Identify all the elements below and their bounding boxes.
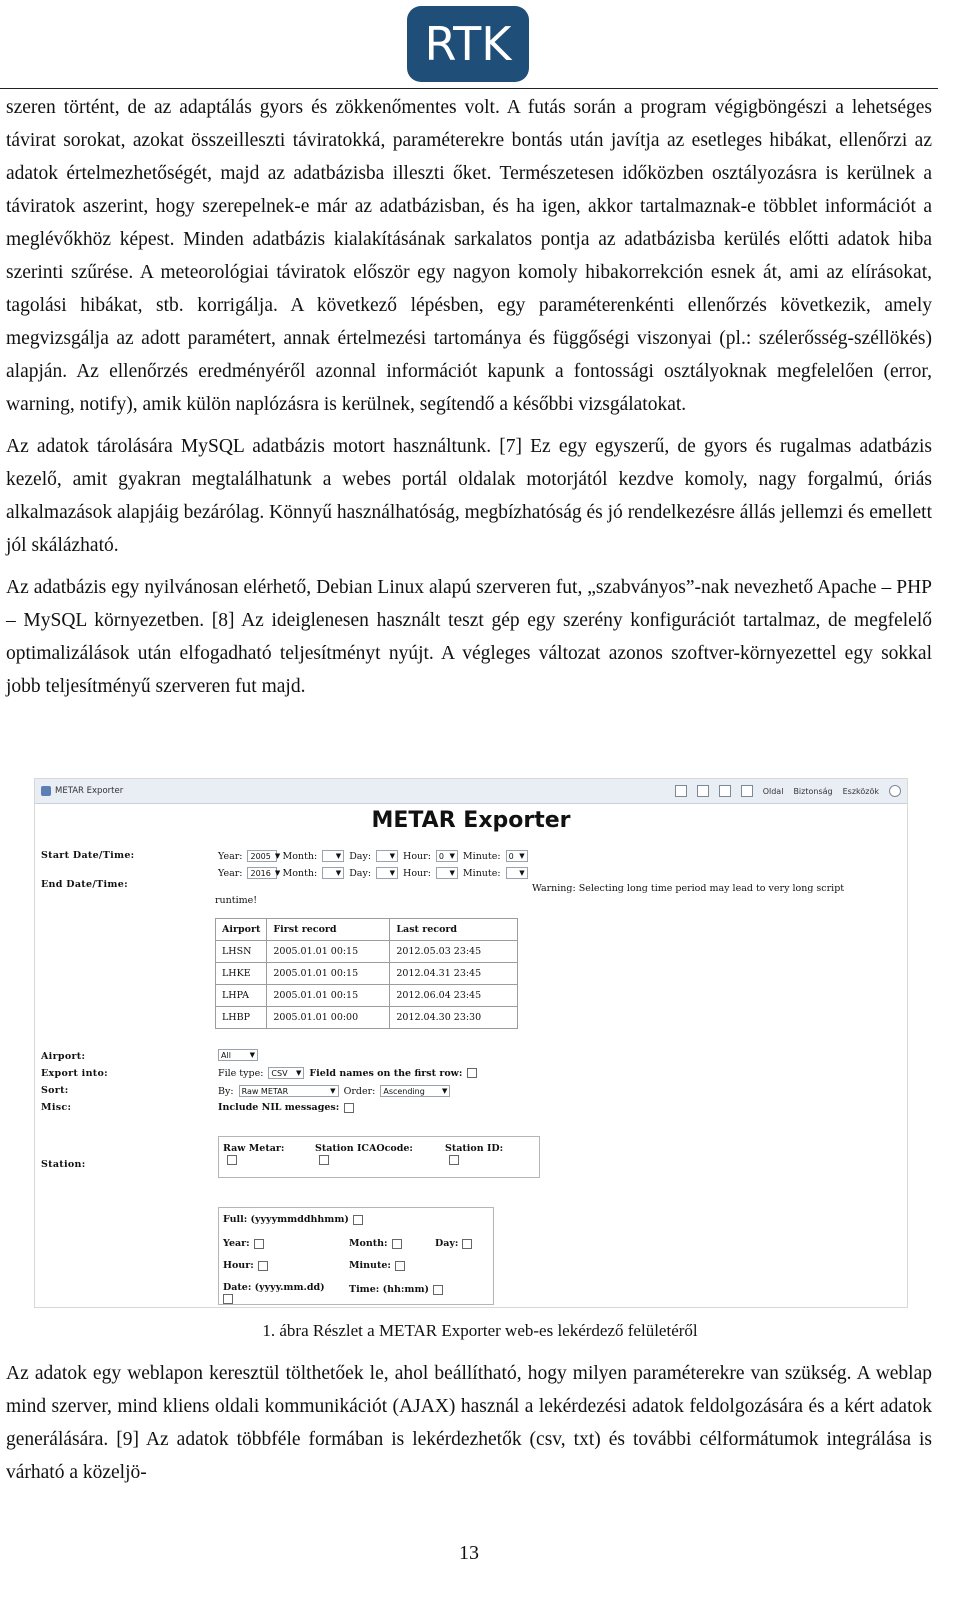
select-value: 2016 [250,868,271,878]
sort-label: Sort: [41,1085,69,1096]
time-field [349,1238,402,1249]
page-number: 13 [459,1542,479,1564]
icao-checkbox[interactable] [319,1155,329,1165]
figure-screenshot [34,778,908,1308]
field-names-label: Field names on the first row: [309,1067,463,1079]
chevron-down-icon: ▼ [389,852,396,860]
minute-label: Minute: [462,867,501,879]
paragraph: szeren történt, de az adaptálás gyors és zökkenőmentes volt. A futás során a program végigböngészi a lehetséges távirat sorokat, azokat összeilleszti táviratokká, paraméterekre bontás után javítja az esetleges hibákat, ellenőrzi az adatok értelmezhetőségét, majd az adatbázisba illeszti őket. Természetesen időközben osztályozásra is kerülnek a táviratok aszerint, hogy szerepelnek-e már az adatbázisban, és ha igen, akkor tartalmaznak-e többlet információt a meglévőkhöz képest. Minden adatbázis kialakításának sarkalatos pontja az adatbázisba kerülés előtti adatok hiba szerinti szűrése. A meteorológiai táviratok először egy nagyon komoly hibakorrekción esnek át, ami az elírásokat, tagolási hibákat, stb. korrigálja. A következő lépésben, egy paraméterenkénti ellenőrzés következik, amely megvizsgálja az adott paramétert, annak értelmezési tartománya és függőségi viszonyai (pl.: szélerősség-széllökés) alapján. Az ellenőrzés eredményéről azonnal információt kapunk a fontossági osztályoknak megfelelően (error, warning, notify), amik külön naplózásra is kerülnek, segítendő a későbbi vizsgálatokat. [6,97,932,415]
station-field-label: Station ICAOcode: [315,1143,413,1154]
end-hour-select[interactable] [436,867,458,879]
chevron-down-icon: ▼ [519,852,525,860]
chevron-down-icon: ▼ [274,869,281,877]
time-field [223,1260,268,1271]
chevron-down-icon: ▼ [296,1069,302,1077]
station-field-label: Station ID: [445,1143,504,1154]
start-year-select[interactable] [247,850,281,862]
body-text-bottom [6,1357,932,1498]
menu-page[interactable]: Oldal [762,786,784,796]
start-date-row [218,850,528,862]
table-cell: 2012.04.30 23:30 [390,1007,518,1029]
table-cell: 2012.04.31 23:45 [390,963,518,985]
time-field-label: Year: [223,1238,250,1249]
help-icon[interactable] [889,785,901,797]
body-text-top [6,91,932,712]
station-id-checkbox[interactable] [449,1155,459,1165]
end-day-select[interactable] [376,867,398,879]
browser-bar [35,779,907,804]
time-field-label: Hour: [223,1260,254,1271]
start-day-select[interactable] [376,850,398,862]
airport-row [218,1049,258,1061]
menu-tools[interactable]: Eszközök [842,786,879,796]
select-value: Ascending [383,1086,425,1096]
time-field-label: Day: [435,1238,459,1249]
chevron-down-icon: ▼ [335,852,342,860]
col-header: Last record [390,919,518,941]
select-value: 0 [438,851,445,861]
time-field [223,1238,264,1249]
nil-checkbox[interactable] [344,1103,354,1113]
chevron-down-icon: ▼ [449,852,455,860]
order-label: Order: [343,1085,376,1097]
year-label: Year: [218,867,243,879]
col-header: Airport [216,919,267,941]
select-value: All [221,1050,231,1060]
station-fields-box [218,1136,540,1178]
paragraph: Az adatok tárolására MySQL adatbázis motort használtunk. [7] Ez egy egyszerű, de gyors és rugalmas adatbázis kezelő, amit gyakran megtalálhatunk a webes portál oldalak motorjától kezdve komoly, nagy forgalmú, óriás alkalmazások alapjáig bezárólag. Könnyű használhatóság, megbízhatóság és jó rendelkezésre állás jellemzi és emellett jól skálázható. [6,436,932,556]
end-datetime-label: End Date/Time: [41,879,128,890]
chevron-down-icon: ▼ [519,869,525,877]
chevron-down-icon: ▼ [441,1087,448,1095]
year-checkbox[interactable] [254,1239,264,1249]
rtk-logo [407,6,529,82]
table-cell: LHSN [216,941,267,963]
order-select[interactable] [380,1085,450,1097]
nil-label: Include NIL messages: [218,1102,340,1113]
warning-text: Warning: Selecting long time period may lead to very long script [532,883,845,894]
time-field [435,1238,472,1249]
time-field-label: Date: (yyyy.mm.dd) [223,1282,325,1293]
table-cell: LHKE [216,963,267,985]
chevron-down-icon: ▼ [335,869,342,877]
station-field [445,1143,503,1165]
select-value: 0 [508,851,514,861]
time-field [349,1260,405,1271]
warning-runtime: runtime! [215,895,258,906]
browser-tab[interactable] [41,786,123,796]
start-hour-select[interactable] [436,850,458,862]
header-rule [0,88,938,89]
hour-checkbox[interactable] [258,1261,268,1271]
misc-label: Misc: [41,1102,72,1113]
time-field-label: Full: (yyyymmddhhmm) [223,1214,349,1225]
date-checkbox[interactable] [223,1294,233,1304]
day-label: Day: [349,850,372,862]
export-row [218,1067,477,1079]
logo-text: RTK [424,17,512,71]
browser-toolbar [675,785,901,797]
airport-select[interactable] [218,1049,258,1061]
paragraph: Az adatbázis egy nyilvánosan elérhető, Debian Linux alapú szerveren fut, „szabványos”-nak nevezhető Apache – PHP – MySQL környezetben. [8] Az ideiglenesen használt teszt gép egy szerény konfigurációt tartalmaz, de megfelelő optimalizálások után elfogadható teljesítményt nyújt. A végleges változat azonos szoftver-környezettel egy sokkal jobb teljesítményű szerveren fut majd. [6,577,932,697]
station-field [315,1143,413,1165]
end-year-select[interactable] [247,867,281,879]
day-checkbox[interactable] [462,1239,472,1249]
day-label: Day: [349,867,372,879]
table-cell: 2005.01.01 00:00 [267,1007,390,1029]
chevron-down-icon: ▼ [249,1051,255,1059]
file-type-select[interactable] [268,1067,304,1079]
browser-tab-label: METAR Exporter [55,786,124,796]
airport-label: Airport: [41,1051,86,1062]
year-label: Year: [218,850,243,862]
time-field-label: Minute: [349,1260,391,1271]
start-month-select[interactable] [322,850,344,862]
table-row [216,963,518,985]
table-cell: 2012.05.03 23:45 [390,941,518,963]
table-row [216,1007,518,1029]
end-minute-select[interactable] [506,867,528,879]
start-datetime-label: Start Date/Time: [41,850,135,861]
misc-row [218,1102,354,1113]
file-type-label: File type: [218,1067,264,1079]
feed-icon[interactable] [697,785,709,797]
col-header: First record [267,919,390,941]
export-label: Export into: [41,1068,108,1079]
table-cell: LHBP [216,1007,267,1029]
minute-checkbox[interactable] [395,1261,405,1271]
time-checkbox[interactable] [433,1285,443,1295]
select-value: 2005 [250,851,271,861]
station-field [223,1143,284,1165]
month-label: Month: [282,850,318,862]
time-field-label: Month: [349,1238,388,1249]
month-label: Month: [282,867,318,879]
hour-label: Hour: [403,867,431,879]
page-icon [41,786,51,796]
time-field-label: Time: (hh:mm) [349,1284,430,1295]
airport-records-table [215,918,518,1029]
home-icon[interactable] [675,785,687,797]
select-value: Raw METAR [241,1086,289,1096]
station-field-label: Raw Metar: [223,1143,285,1154]
chevron-down-icon: ▼ [274,852,281,860]
table-cell: LHPA [216,985,267,1007]
raw-metar-checkbox[interactable] [227,1155,237,1165]
mail-icon[interactable] [719,785,731,797]
menu-safety[interactable]: Biztonság [793,786,833,796]
sort-by-select[interactable] [239,1085,339,1097]
minute-label: Minute: [462,850,501,862]
time-field [223,1214,363,1225]
chevron-down-icon: ▼ [330,1087,336,1095]
table-header-row [216,919,518,941]
start-minute-select[interactable] [506,850,528,862]
table-row [216,941,518,963]
sort-row [218,1085,450,1097]
select-value: CSV [271,1068,288,1078]
chevron-down-icon: ▼ [449,869,455,877]
month-checkbox[interactable] [392,1239,402,1249]
full-checkbox[interactable] [353,1215,363,1225]
app-title: METAR Exporter [371,808,571,833]
hour-label: Hour: [403,850,431,862]
time-field [223,1282,325,1304]
station-label: Station: [41,1159,86,1170]
paragraph: Az adatok egy weblapon keresztül tölthetőek le, ahol beállítható, hogy milyen paraméterekre van szükség. A weblap mind szerver, mind kliens oldali kommunikációt (AJAX) használ a lekérdezési adatok feldolgozására és a kért adatok generálására. [9] Az adatok többféle formában is lekérdezhetők (csv, txt) és további célformátumok integrálása is várható a közeljö- [6,1363,932,1483]
by-label: By: [218,1085,234,1097]
time-field [349,1284,443,1295]
time-fields-box [218,1207,494,1305]
print-icon[interactable] [741,785,753,797]
table-cell: 2005.01.01 00:15 [267,941,390,963]
field-names-checkbox[interactable] [467,1068,477,1078]
table-cell: 2012.06.04 23:45 [390,985,518,1007]
end-month-select[interactable] [322,867,344,879]
table-cell: 2005.01.01 00:15 [267,963,390,985]
end-date-row [218,867,528,879]
chevron-down-icon: ▼ [389,869,396,877]
figure-caption: 1. ábra Részlet a METAR Exporter web-es lekérdező felületéről [262,1321,698,1340]
table-cell: 2005.01.01 00:15 [267,985,390,1007]
table-row [216,985,518,1007]
